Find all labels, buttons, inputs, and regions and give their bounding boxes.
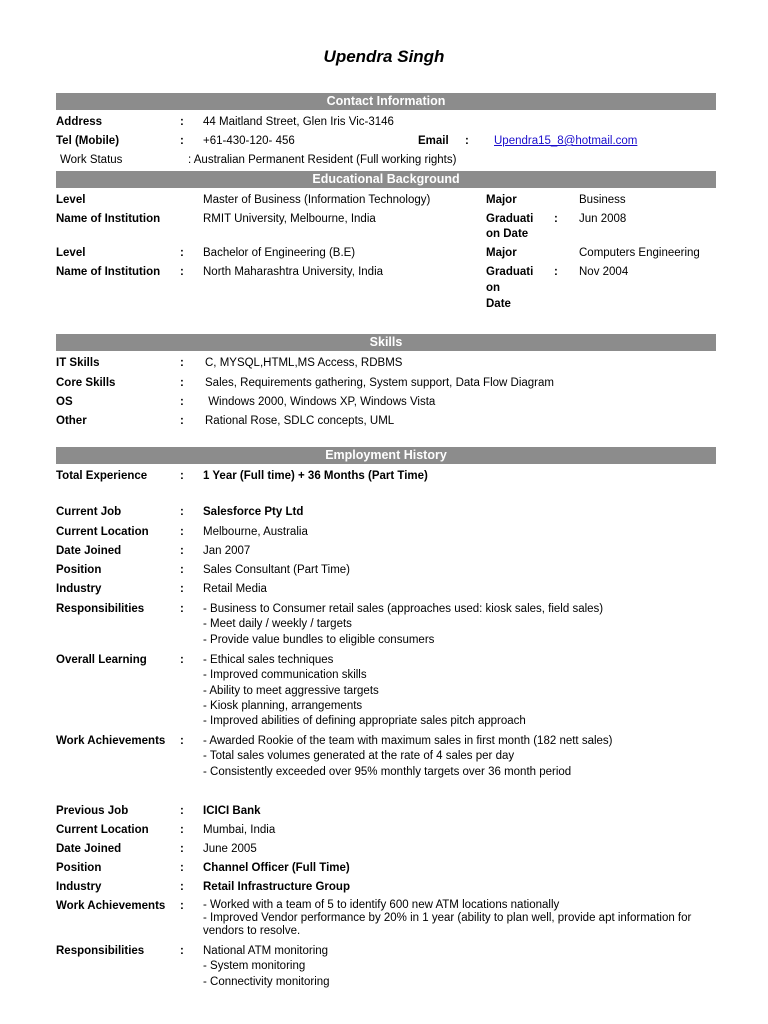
- section-header-employment: Employment History: [56, 447, 716, 464]
- position-value: Sales Consultant (Part Time): [203, 564, 351, 576]
- grad-date-label-cont: Date: [486, 298, 511, 310]
- colon: :: [180, 116, 184, 128]
- tel-label: Tel (Mobile): [56, 135, 120, 147]
- colon: :: [180, 526, 184, 538]
- colon: :: [554, 213, 558, 225]
- address-value: 44 Maitland Street, Glen Iris Vic-3146: [203, 116, 394, 128]
- previous-location-label: Current Location: [56, 824, 149, 836]
- colon: :: [180, 564, 184, 576]
- position-label: Position: [56, 564, 102, 576]
- list-item: - Consistently exceeded over 95% monthly targets over 36 month period: [203, 765, 572, 778]
- work-achievements-label: Work Achievements: [56, 735, 166, 747]
- list-item: vendors to resolve.: [203, 925, 301, 937]
- level-value: Master of Business (Information Technology): [203, 194, 431, 206]
- current-location-label: Current Location: [56, 526, 149, 538]
- date-joined-label: Date Joined: [56, 545, 122, 557]
- colon: :: [180, 843, 184, 855]
- previous-position-label: Position: [56, 862, 102, 874]
- level-label: Level: [56, 247, 86, 259]
- current-location-value: Melbourne, Australia: [203, 526, 308, 538]
- colon: :: [180, 415, 184, 427]
- it-skills-value: C, MYSQL,HTML,MS Access, RDBMS: [205, 357, 403, 369]
- list-item: - Worked with a team of 5 to identify 600 new ATM locations nationally: [203, 899, 560, 911]
- list-item: - Business to Consumer retail sales (approaches used: kiosk sales, field sales): [203, 603, 604, 615]
- industry-label: Industry: [56, 583, 102, 595]
- grad-date-label: Graduati: [486, 266, 534, 278]
- section-header-education: Educational Background: [56, 171, 716, 188]
- list-item: - Kiosk planning, arrangements: [203, 699, 363, 712]
- previous-job-value: ICICI Bank: [203, 805, 261, 817]
- section-header-contact: Contact Information: [56, 93, 716, 110]
- colon: :: [180, 805, 184, 817]
- grad-date-label: Graduati: [486, 213, 534, 225]
- date-joined-value: Jan 2007: [203, 545, 251, 557]
- email-link[interactable]: Upendra15_8@hotmail.com: [494, 135, 638, 147]
- colon: :: [180, 266, 184, 278]
- grad-date-value: Jun 2008: [579, 213, 627, 225]
- colon: :: [180, 654, 184, 666]
- institution-value: North Maharashtra University, India: [203, 266, 384, 278]
- list-item: National ATM monitoring: [203, 945, 329, 957]
- list-item: - System monitoring: [203, 960, 306, 973]
- list-item: - Provide value bundles to eligible consumers: [203, 633, 435, 646]
- total-experience-value: 1 Year (Full time) + 36 Months (Part Time): [203, 470, 428, 482]
- list-item: - Connectivity monitoring: [203, 975, 330, 988]
- previous-responsibilities-label: Responsibilities: [56, 945, 145, 957]
- previous-industry-label: Industry: [56, 881, 102, 893]
- grad-date-value: Nov 2004: [579, 266, 629, 278]
- os-value: Windows 2000, Windows XP, Windows Vista: [205, 396, 436, 408]
- previous-date-joined-label: Date Joined: [56, 843, 122, 855]
- major-value: Business: [579, 194, 626, 206]
- responsibilities-label: Responsibilities: [56, 603, 145, 615]
- colon: :: [180, 603, 184, 615]
- previous-achievements-label: Work Achievements: [56, 900, 166, 912]
- previous-location-value: Mumbai, India: [203, 824, 276, 836]
- core-skills-value: Sales, Requirements gathering, System support, Data Flow Diagram: [205, 377, 554, 389]
- list-item: - Improved communication skills: [203, 669, 367, 682]
- level-label: Level: [56, 194, 86, 206]
- list-item: - Ability to meet aggressive targets: [203, 684, 379, 697]
- major-label: Major: [486, 247, 517, 259]
- responsibilities-list: [203, 602, 603, 648]
- core-skills-label: Core Skills: [56, 377, 116, 389]
- grad-date-label-cont: on Date: [486, 228, 529, 240]
- institution-label: Name of Institution: [56, 213, 161, 225]
- current-job-label: Current Job: [56, 506, 122, 518]
- institution-label: Name of Institution: [56, 266, 161, 278]
- colon: :: [180, 247, 184, 259]
- colon: :: [180, 377, 184, 389]
- colon: :: [180, 396, 184, 408]
- list-item: - Improved Vendor performance by 20% in 1 year (ability to plan well, provide apt information for: [203, 912, 692, 924]
- grad-date-label-cont: on: [486, 282, 501, 294]
- colon: :: [180, 470, 184, 482]
- section-header-skills: Skills: [56, 334, 716, 351]
- work-status-label: Work Status: [60, 154, 123, 166]
- list-item: - Meet daily / weekly / targets: [203, 618, 352, 631]
- previous-position-value: Channel Officer (Full Time): [203, 862, 350, 874]
- colon: :: [554, 266, 558, 278]
- current-job-value: Salesforce Pty Ltd: [203, 506, 304, 518]
- colon: :: [180, 545, 184, 557]
- address-label: Address: [56, 116, 103, 128]
- achievements-list: [203, 734, 613, 780]
- previous-job-label: Previous Job: [56, 805, 129, 817]
- other-skills-label: Other: [56, 415, 87, 427]
- resume-name: Upendra Singh: [323, 47, 445, 66]
- tel-value: +61-430-120- 456: [203, 135, 295, 147]
- previous-date-joined-value: June 2005: [203, 843, 257, 855]
- previous-responsibilities-list: [203, 944, 330, 990]
- learning-list: [203, 653, 526, 729]
- other-skills-value: Rational Rose, SDLC concepts, UML: [205, 415, 395, 427]
- colon: :: [180, 881, 184, 893]
- level-value: Bachelor of Engineering (B.E): [203, 247, 356, 259]
- list-item: - Total sales volumes generated at the rate of 4 sales per day: [203, 750, 515, 763]
- overall-learning-label: Overall Learning: [56, 654, 147, 666]
- industry-value: Retail Media: [203, 583, 267, 595]
- colon: :: [180, 862, 184, 874]
- list-item: - Improved abilities of defining appropriate sales pitch approach: [203, 715, 526, 728]
- institution-value: RMIT University, Melbourne, India: [203, 213, 376, 225]
- os-label: OS: [56, 396, 73, 408]
- list-item: - Awarded Rookie of the team with maximum sales in first month (182 nett sales): [203, 735, 613, 747]
- colon: :: [180, 583, 184, 595]
- it-skills-label: IT Skills: [56, 357, 100, 369]
- major-value: Computers Engineering: [579, 247, 700, 259]
- colon: :: [180, 945, 184, 957]
- work-status-value: : Australian Permanent Resident (Full working rights): [188, 154, 457, 166]
- previous-industry-value: Retail Infrastructure Group: [203, 881, 350, 893]
- colon: :: [180, 735, 184, 747]
- colon: :: [180, 357, 184, 369]
- colon: :: [180, 900, 184, 912]
- colon: :: [180, 135, 184, 147]
- major-label: Major: [486, 194, 517, 206]
- colon: :: [465, 135, 469, 147]
- colon: :: [180, 824, 184, 836]
- colon: :: [180, 506, 184, 518]
- email-label: Email: [418, 135, 449, 147]
- total-experience-label: Total Experience: [56, 470, 148, 482]
- previous-achievements-list: [203, 899, 691, 938]
- list-item: - Ethical sales techniques: [203, 654, 334, 666]
